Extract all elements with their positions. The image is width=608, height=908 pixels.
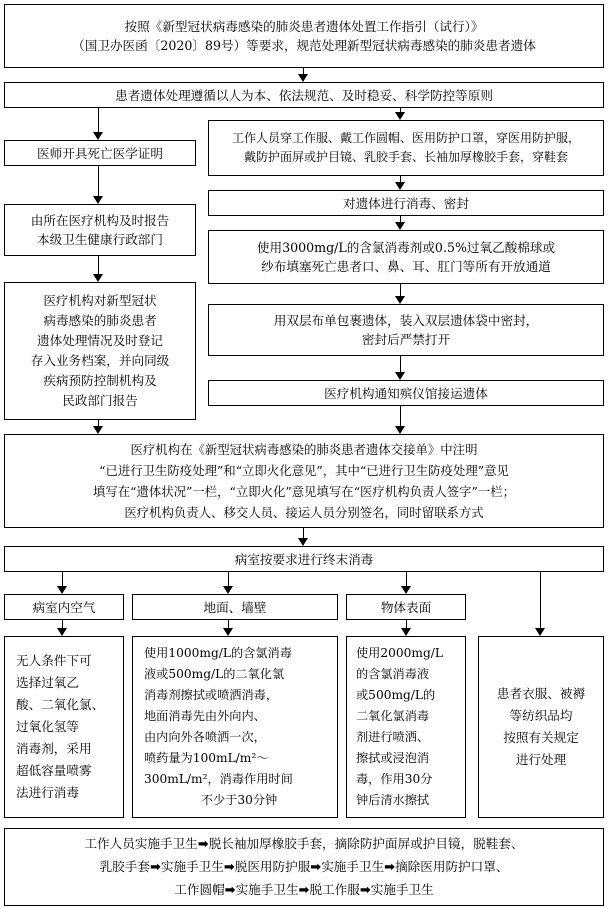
surface-line-6: 擦拭或浸泡消 [356, 751, 430, 765]
plug-line-2: 纱布填塞死亡患者口、鼻、耳、肛门等所有开放通道 [261, 259, 551, 274]
handover-line-3: 填写在“遗体状况”一栏，“立即火化”意见填写在“医疗机构负责人签字”一栏； [92, 484, 516, 499]
arrow-head [395, 372, 405, 380]
surface-line-5: 剂进行喷洒、 [356, 730, 430, 744]
terminal-disinfection-box [4, 546, 604, 572]
arrow-head [401, 628, 411, 636]
notify-funeral-home-box [208, 380, 604, 406]
notify-text: 医疗机构通知殡仪馆接运遗体 [324, 385, 488, 401]
textiles-line-3: 按照有关规定 [503, 730, 579, 745]
floor-wall-line-4: 地面消毒先由外向内、 [144, 709, 266, 723]
principle-text: 患者遗体处理遵循以人为本、依法规范、及时稳妥、科学防控等原则 [115, 87, 493, 103]
air-line-4: 过氧化氢等 [16, 719, 79, 734]
floor-wall-line-2: 液或500mg/L的二氧化氯 [144, 667, 285, 681]
arrow-right-icon: ➡ [310, 860, 322, 875]
arrow-head [401, 586, 411, 594]
arrow-right-icon: ➡ [149, 860, 161, 875]
doffing-step: 实施手卫生 [321, 859, 385, 874]
handover-line-2: “已进行卫生防疫处理”和“立即火化意见”，其中“已进行卫生防疫处理”意见 [99, 463, 509, 478]
surface-category-text: 物体表面 [380, 599, 432, 615]
arrow-right-icon: ➡ [224, 883, 236, 898]
wrap-line-2: 密封后严禁打开 [361, 332, 451, 347]
connector [98, 108, 99, 134]
connector [98, 256, 99, 276]
arrow-head [395, 222, 405, 230]
doffing-step: 脱医用防护服 [234, 859, 311, 874]
floor-wall-line-6: 喷药量为100mL/m²～ [144, 751, 269, 765]
floor-wall-line-7: 300mL/m²，消毒作用时间 [144, 772, 293, 786]
doffing-step: 摘除医用防护口罩、 [395, 859, 509, 874]
floor-wall-line-5: 由内向外各喷洒一次， [144, 730, 266, 744]
register-line-3: 遗体处理情况及时登记 [37, 333, 163, 348]
death-certificate-box [4, 140, 196, 166]
doffing-step: 脱长袖加厚橡胶手套，摘除防护面屏或护目镜，脱鞋套、 [208, 836, 524, 851]
arrow-head [395, 296, 405, 304]
textiles-line-2: 等纺织品均 [509, 708, 573, 723]
doffing-row-3 [11, 879, 597, 902]
air-line-1: 无人条件下可 [16, 653, 92, 668]
surface-line-8: 钟后清水擦拭 [356, 793, 430, 807]
textiles-method-box [478, 636, 604, 818]
arrow-head [298, 74, 308, 82]
ppe-line-2: 戴防护面屏或护目镜、乳胶手套、长袖加厚橡胶手套，穿鞋套 [243, 150, 568, 164]
textiles-line-1: 患者衣服、被褥 [496, 686, 586, 701]
handover-line-1: 医疗机构在《新型冠状病毒感染的肺炎患者遗体交接单》中注明 [130, 442, 478, 457]
floor-wall-line-3: 消毒剂擦拭或喷洒消毒， [144, 688, 279, 702]
disinfect-seal-box [208, 190, 604, 216]
surface-line-3: 或500mg/L的 [356, 688, 436, 702]
death-certificate-text: 医师开具死亡医学证明 [37, 145, 163, 161]
floor-wall-category-box [132, 594, 338, 620]
arrow-head [395, 182, 405, 190]
arrow-head [298, 538, 308, 546]
handover-form-box [4, 434, 604, 528]
arrow-right-icon: ➡ [384, 860, 396, 875]
doffing-step: 脱工作服 [309, 882, 360, 897]
textiles-line-4: 进行处理 [515, 752, 567, 767]
connector [400, 406, 401, 428]
doffing-row-1 [11, 833, 597, 856]
arrow-head [57, 586, 67, 594]
arrow-head [395, 426, 405, 434]
doffing-step: 实施手卫生 [235, 882, 299, 897]
surface-line-4: 二氧化氯消毒 [356, 709, 430, 723]
air-category-box [4, 594, 124, 620]
register-line-2: 病毒感染的肺炎患者 [43, 313, 157, 328]
plug-openings-box [208, 230, 604, 284]
arrow-head [395, 112, 405, 120]
floor-wall-category-text: 地面、墙壁 [203, 599, 267, 615]
terminal-text: 病室按要求进行终末消毒 [234, 551, 374, 567]
arrow-right-icon: ➡ [223, 860, 235, 875]
plug-line-1: 使用3000mg/L的含氯消毒剂或0.5%过氧乙酸棉球或 [256, 240, 556, 255]
register-line-6: 民政部门报告 [62, 393, 138, 408]
ppe-box [208, 120, 604, 176]
header-line-2: （国卫办医函〔2020〕89号）等要求，规范处理新型冠状病毒感染的肺炎患者遗体 [72, 38, 536, 53]
surface-line-2: 的含氯消毒液 [356, 667, 430, 681]
report-box [4, 204, 196, 256]
header-line-1: 按照《新型冠状病毒感染的肺炎患者遗体处置工作指引（试行）》 [124, 19, 484, 34]
ppe-line-1: 工作人员穿工作服、戴工作圆帽、医用防护口罩，穿医用防护服， [231, 131, 580, 145]
floor-wall-method-box [132, 636, 338, 818]
register-report-box [4, 282, 196, 420]
doffing-step: 实施手卫生 [160, 859, 224, 874]
doffing-step: 乳胶手套 [99, 859, 150, 874]
floor-wall-line-1: 使用1000mg/L的含氯消毒 [144, 646, 292, 660]
guideline-header-box [4, 4, 604, 68]
arrow-right-icon: ➡ [359, 883, 371, 898]
wrap-line-1: 用双层布单包裹遗体，装入双层遗体袋中密封， [273, 313, 539, 328]
air-method-box [4, 636, 124, 818]
air-line-5: 消毒剂，采用 [16, 741, 92, 756]
principle-box [4, 82, 604, 108]
connector [98, 166, 99, 198]
register-line-5: 疾病预防控制机构及 [43, 373, 157, 388]
register-line-4: 存入业务档案，并向同级 [30, 353, 170, 368]
surface-line-1: 使用2000mg/L [356, 646, 443, 660]
arrow-head [223, 586, 233, 594]
register-line-1: 医疗机构对新型冠状 [43, 293, 157, 308]
handover-line-4: 医疗机构负责人、移交人员、接运人员分别签名，同时留联系方式 [124, 505, 484, 520]
surface-method-box [346, 636, 466, 818]
report-line-1: 由所在医疗机构及时报告 [30, 213, 170, 228]
arrow-right-icon: ➡ [197, 837, 209, 852]
air-line-6: 超低容量喷雾 [16, 763, 92, 778]
connector [540, 572, 541, 630]
arrow-head [535, 628, 545, 636]
doffing-row-2 [11, 856, 597, 879]
doffing-sequence-box [4, 828, 604, 906]
surface-line-7: 毒，作用30分 [356, 772, 433, 786]
doffing-step: 工作人员实施手卫生 [84, 836, 198, 851]
air-line-3: 酸、二氧化氯、 [16, 697, 105, 712]
air-line-2: 选择过氧乙 [16, 675, 79, 690]
arrow-head [93, 274, 103, 282]
surface-category-box [346, 594, 466, 620]
arrow-right-icon: ➡ [298, 883, 310, 898]
doffing-step: 工作圆帽 [174, 882, 225, 897]
wrap-seal-box [208, 304, 604, 356]
arrow-head [223, 628, 233, 636]
arrow-head [57, 628, 67, 636]
arrow-head [93, 132, 103, 140]
doffing-step: 实施手卫生 [370, 882, 434, 897]
disinfect-seal-text: 对遗体进行消毒、密封 [343, 195, 469, 211]
air-line-7: 法进行消毒 [16, 785, 79, 800]
floor-wall-line-8: 不少于30分钟 [200, 793, 278, 807]
arrow-head [93, 196, 103, 204]
arrow-head [93, 426, 103, 434]
air-category-text: 病室内空气 [32, 599, 96, 615]
report-line-2: 本级卫生健康行政部门 [37, 232, 163, 247]
